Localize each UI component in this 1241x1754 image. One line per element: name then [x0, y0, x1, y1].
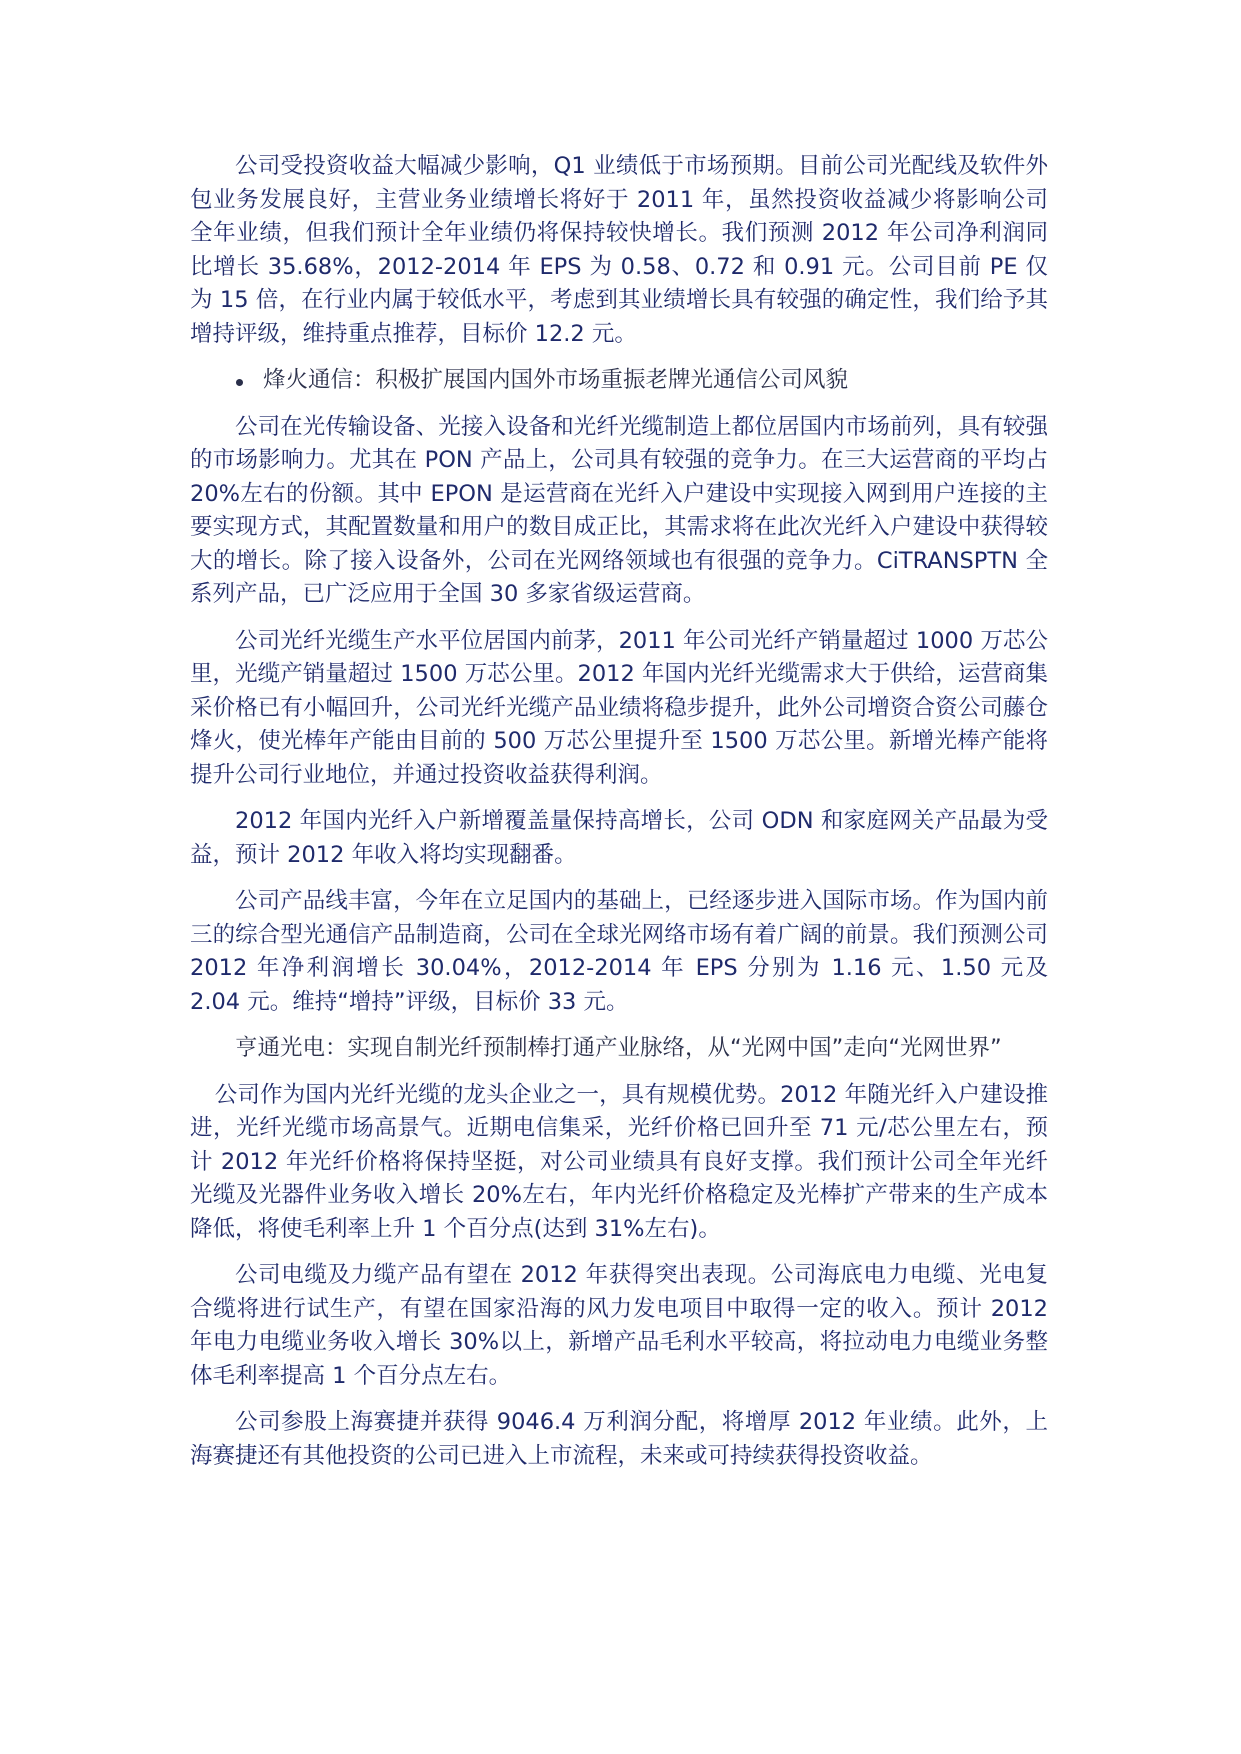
section-heading-fiberhome	[190, 364, 1048, 398]
paragraph-fiberhome-forecast: 公司产品线丰富，今年在立足国内的基础上，已经逐步进入国际市场。作为国内前三的综合型光通信产品制造商，公司在全球光网络市场有着广阔的前景。我们预测公司 2012 年净利润增长 30.04%，2012-2014 年 EPS 分别为 1.16 元、1.50 元及 2.04 元。维持“增持”评级，目标价 33 元。	[190, 888, 1048, 1015]
bullet-icon	[236, 379, 243, 386]
document-body	[190, 150, 1048, 1486]
paragraph-hengtong-cables: 公司电缆及力缆产品有望在 2012 年获得突出表现。公司海底电力电缆、光电复合缆将进行试生产，有望在国家沿海的风力发电项目中取得一定的收入。预计 2012 年电力电缆业务收入增长 30%以上，新增产品毛利水平较高，将拉动电力电缆业务整体毛利率提高 1 个百分点左右。	[190, 1262, 1048, 1389]
paragraph-hengtong-investment: 公司参股上海赛捷并获得 9046.4 万利润分配，将增厚 2012 年业绩。此外，上海赛捷还有其他投资的公司已进入上市流程，未来或可持续获得投资收益。	[190, 1409, 1048, 1469]
section-heading-fiberhome-text: 烽火通信：积极扩展国内国外市场重振老牌光通信公司风貌	[263, 367, 849, 393]
paragraph-hengtong-leader: 公司作为国内光纤光缆的龙头企业之一，具有规模优势。2012 年随光纤入户建设推进，光纤光缆市场高景气。近期电信集采，光纤价格已回升至 71 元/芯公里左右，预计 2012 年光纤价格将保持坚挺，对公司业绩具有良好支撑。我们预计公司全年光纤光缆及光器件业务收入增长 20%左右，年内光纤价格稳定及光棒扩产带来的生产成本降低，将使毛利率上升 1 个百分点(达到 31%左右)。	[190, 1081, 1048, 1242]
paragraph-q1-earnings: 公司受投资收益大幅减少影响，Q1 业绩低于市场预期。目前公司光配线及软件外包业务发展良好，主营业务业绩增长将好于 2011 年，虽然投资收益减少将影响公司全年业绩，但我们预计全年业绩仍将保持较快增长。我们预测 2012 年公司净利润同比增长 35.68%，2012-2014 年 EPS 为 0.58、0.72 和 0.91 元。公司目前 PE 仅为 15 倍，在行业内属于较低水平，考虑到其业绩增长具有较强的确定性，我们给予其增持评级，维持重点推荐，目标价 12.2 元。	[190, 153, 1048, 347]
section-heading-hengtong: 亨通光电：实现自制光纤预制棒打通产业脉络，从“光网中国”走向“光网世界”	[235, 1035, 1002, 1061]
paragraph-fiberhome-odn: 2012 年国内光纤入户新增覆盖量保持高增长，公司 ODN 和家庭网关产品最为受益，预计 2012 年收入将均实现翻番。	[190, 808, 1048, 868]
paragraph-fiberhome-fiber-production: 公司光纤光缆生产水平位居国内前茅，2011 年公司光纤产销量超过 1000 万芯公里，光缆产销量超过 1500 万芯公里。2012 年国内光纤光缆需求大于供给，运营商集采价格已有小幅回升，公司光纤光缆产品业绩将稳步提升，此外公司增资合资公司藤仓烽火，使光棒年产能由目前的 500 万芯公里提升至 1500 万芯公里。新增光棒产能将提升公司行业地位，并通过投资收益获得利润。	[190, 627, 1048, 788]
paragraph-fiberhome-market-position: 公司在光传输设备、光接入设备和光纤光缆制造上都位居国内市场前列，具有较强的市场影响力。尤其在 PON 产品上，公司具有较强的竞争力。在三大运营商的平均占 20%左右的份额。其中 EPON 是运营商在光纤入户建设中实现接入网到用户连接的主要实现方式，其配置数量和用户的数目成正比，其需求将在此次光纤入户建设中获得较大的增长。除了接入设备外，公司在光网络领域也有很强的竞争力。CiTRANSPTN 全系列产品，已广泛应用于全国 30 多家省级运营商。	[190, 413, 1048, 607]
